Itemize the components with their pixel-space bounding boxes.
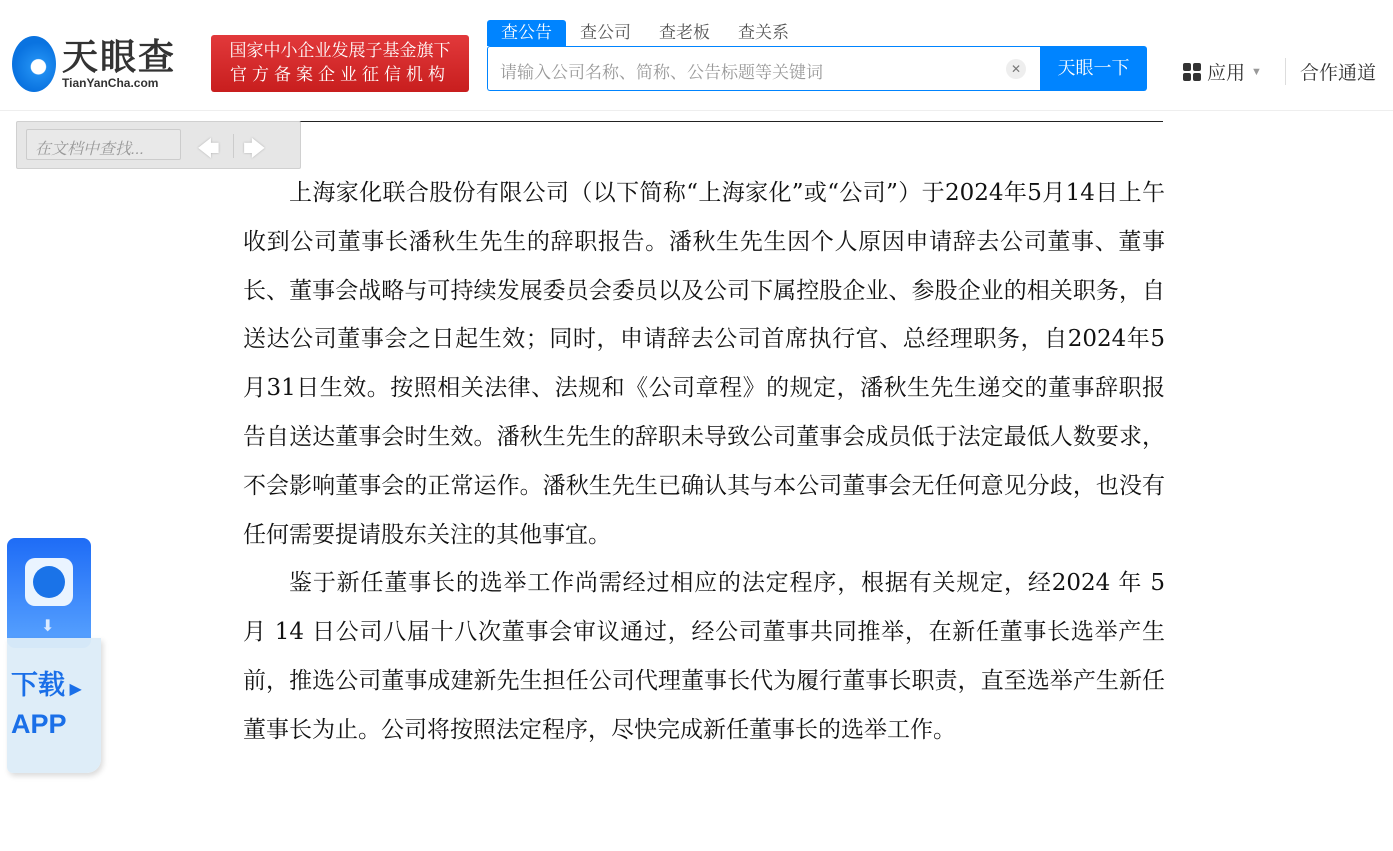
app-label: APP — [11, 709, 67, 739]
apps-label: 应用 — [1207, 63, 1246, 84]
badge-line2: 官方备案企业征信机构 — [230, 65, 450, 84]
search-tabs — [487, 20, 803, 46]
next-arrow-icon[interactable]: 🡆 — [243, 136, 266, 161]
app-promo-label — [7, 638, 101, 773]
search-input[interactable]: 请输入公司名称、简称、公告标题等关键词 — [487, 46, 1040, 91]
logo[interactable] — [12, 36, 176, 92]
document-body — [243, 169, 1165, 755]
grid-icon — [1183, 63, 1201, 81]
logo-text: 天眼查 — [62, 36, 177, 77]
app-promo-top — [7, 538, 91, 648]
caret-down-icon: ▼ — [1251, 65, 1262, 78]
official-badge — [211, 35, 469, 92]
download-icon: ⬇ — [41, 618, 55, 635]
paragraph: 上海家化联合股份有限公司（以下简称“上海家化”或“公司”）于2024年5月14日上午收到公司董事长潘秋生先生的辞职报告。潘秋生先生因个人原因申请辞去公司董事、董事长、董事会战略与可持续发展委员会委员以及公司下属控股企业、参股企业的相关职务，自送达公司董事会之日起生效；同时，申请辞去公司首席执行官、总经理职务，自2024年5月31日生效。按照相关法律、法规和《公司章程》的规定，潘秋生先生递交的董事辞职报告自送达董事会时生效。潘秋生先生的辞职未导致公司董事会成员低于法定最低人数要求，不会影响董事会的正常运作。潘秋生先生已确认其与本公司董事会无任何意见分歧，也没有任何需要提请股东关注的其他事宜。 — [243, 180, 1165, 548]
header — [0, 0, 1393, 111]
logo-icon — [12, 36, 56, 92]
find-bar — [16, 121, 301, 169]
tab-relation[interactable]: 查关系 — [738, 23, 789, 42]
app-logo-icon — [25, 558, 73, 606]
divider — [233, 134, 234, 158]
download-app-widget[interactable] — [7, 538, 101, 773]
clear-icon[interactable]: ✕ — [1006, 59, 1026, 79]
tab-company[interactable]: 查公司 — [580, 23, 631, 42]
tab-announcements[interactable]: 查公告 — [487, 20, 566, 46]
previous-arrow-icon[interactable]: 🡄 — [197, 136, 220, 161]
apps-menu[interactable] — [1183, 58, 1262, 85]
find-input[interactable]: 在文档中查找... — [26, 129, 181, 160]
tab-boss[interactable]: 查老板 — [659, 23, 710, 42]
paragraph: 鉴于新任董事长的选举工作尚需经过相应的法定程序，根据有关规定，经2024 年 5 月 14 日公司八届十八次董事会审议通过，经公司董事共同推举，在新任董事长选举产生前，推选公司董事成建新先生担任公司代理董事长代为履行董事长职责，直至选举产生新任董事长为止。公司将按照法定程序，尽快完成新任董事长的选举工作。 — [243, 570, 1165, 743]
badge-line1: 国家中小企业发展子基金旗下 — [229, 41, 451, 60]
download-label: 下载 — [11, 670, 65, 700]
document-top-border — [223, 121, 1163, 122]
play-icon: ▶ — [65, 681, 82, 698]
logo-domain: TianYanCha.com — [62, 76, 159, 90]
search-button[interactable]: 天眼一下 — [1040, 46, 1147, 91]
cooperation-link[interactable]: 合作通道 — [1285, 58, 1376, 85]
